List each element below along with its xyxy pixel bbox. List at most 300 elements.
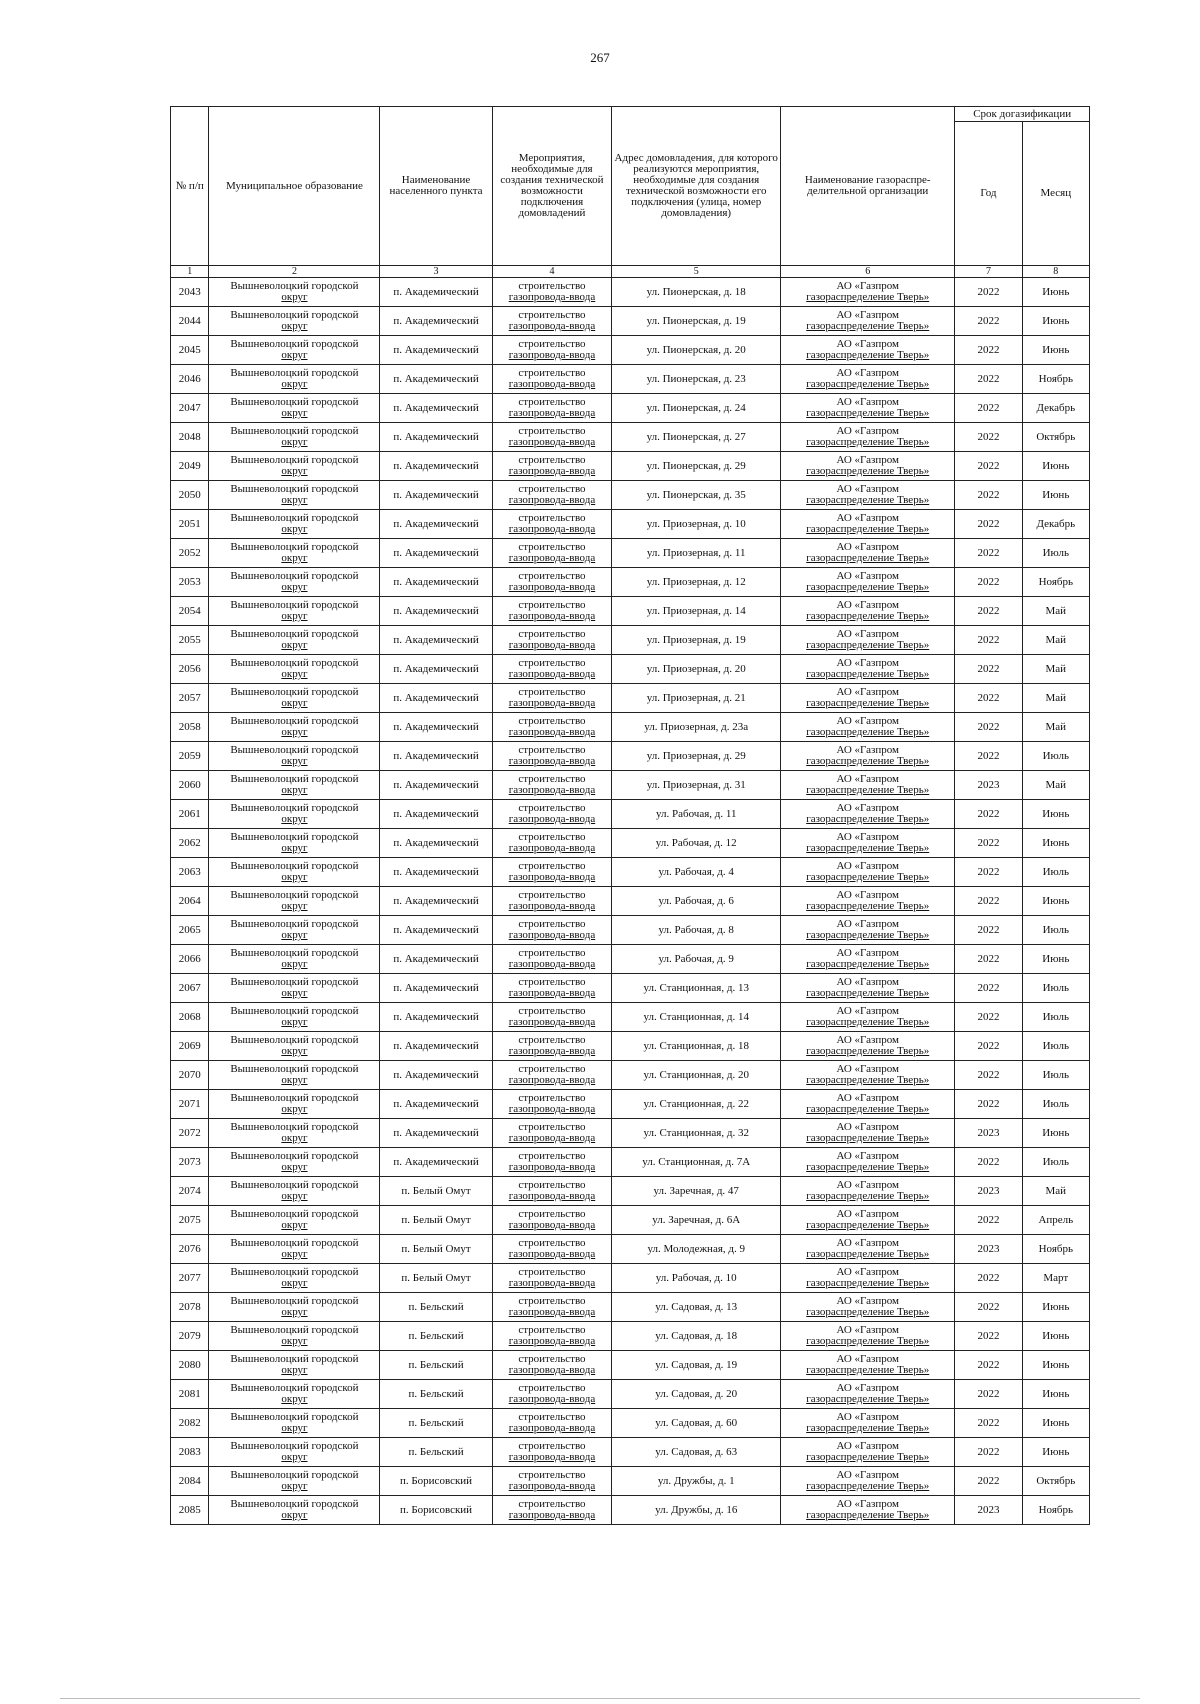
- organization-line: газораспределение Тверь»: [806, 436, 930, 448]
- scan-artifact-bottom: [60, 1698, 1140, 1699]
- row-address: ул. Садовая, д. 63: [612, 1438, 781, 1467]
- row-index: 2050: [171, 481, 209, 510]
- activity-line: строительство: [518, 1237, 586, 1249]
- row-address: ул. Станционная, д. 22: [612, 1090, 781, 1119]
- row-municipality: [209, 1264, 380, 1293]
- row-organization: [781, 887, 955, 916]
- municipality-line: Вышневолоцкий городской: [230, 1498, 359, 1510]
- table-row: [171, 1351, 1090, 1380]
- row-municipality: [209, 1496, 380, 1525]
- municipality-line: округ: [281, 1016, 308, 1028]
- table-row: [171, 568, 1090, 597]
- table-row: [171, 307, 1090, 336]
- municipality-line: Вышневолоцкий городской: [230, 1353, 359, 1365]
- row-activity: [492, 1409, 612, 1438]
- row-address: ул. Рабочая, д. 10: [612, 1264, 781, 1293]
- row-year: 2022: [955, 1351, 1022, 1380]
- row-address: ул. Приозерная, д. 19: [612, 626, 781, 655]
- row-municipality: [209, 1206, 380, 1235]
- row-index: 2059: [171, 742, 209, 771]
- municipality-line: Вышневолоцкий городской: [230, 541, 359, 553]
- municipality-line: Вышневолоцкий городской: [230, 1150, 359, 1162]
- row-index: 2052: [171, 539, 209, 568]
- activity-line: строительство: [518, 686, 586, 698]
- row-month: Ноябрь: [1022, 1235, 1089, 1264]
- municipality-line: Вышневолоцкий городской: [230, 454, 359, 466]
- row-index: 2069: [171, 1032, 209, 1061]
- table-row: [171, 1003, 1090, 1032]
- activity-line: строительство: [518, 396, 586, 408]
- row-month: Июнь: [1022, 481, 1089, 510]
- row-index: 2082: [171, 1409, 209, 1438]
- row-settlement: п. Белый Омут: [380, 1235, 492, 1264]
- municipality-line: Вышневолоцкий городской: [230, 570, 359, 582]
- organization-line: газораспределение Тверь»: [806, 987, 930, 999]
- activity-line: строительство: [518, 1295, 586, 1307]
- row-address: ул. Пионерская, д. 24: [612, 394, 781, 423]
- table-row: [171, 1148, 1090, 1177]
- row-index: 2060: [171, 771, 209, 800]
- row-settlement: п. Академический: [380, 365, 492, 394]
- row-address: ул. Станционная, д. 32: [612, 1119, 781, 1148]
- municipality-line: округ: [281, 871, 308, 883]
- organization-line: газораспределение Тверь»: [806, 1480, 930, 1492]
- table-row: [171, 1409, 1090, 1438]
- row-address: ул. Заречная, д. 6А: [612, 1206, 781, 1235]
- row-municipality: [209, 829, 380, 858]
- row-organization: [781, 655, 955, 684]
- table-row: [171, 858, 1090, 887]
- row-year: 2023: [955, 1235, 1022, 1264]
- row-year: 2022: [955, 568, 1022, 597]
- organization-line: газораспределение Тверь»: [806, 1190, 930, 1202]
- row-settlement: п. Академический: [380, 858, 492, 887]
- row-settlement: п. Академический: [380, 568, 492, 597]
- municipality-line: Вышневолоцкий городской: [230, 918, 359, 930]
- row-year: 2022: [955, 626, 1022, 655]
- row-settlement: п. Бельский: [380, 1438, 492, 1467]
- row-year: 2022: [955, 1438, 1022, 1467]
- activity-line: строительство: [518, 1440, 586, 1452]
- organization-line: АО «Газпром: [836, 1440, 899, 1452]
- table-row: [171, 829, 1090, 858]
- row-address: ул. Рабочая, д. 8: [612, 916, 781, 945]
- row-month: Июль: [1022, 1148, 1089, 1177]
- organization-line: газораспределение Тверь»: [806, 291, 930, 303]
- row-municipality: [209, 539, 380, 568]
- table-body: [171, 278, 1090, 1525]
- organization-line: АО «Газпром: [836, 570, 899, 582]
- row-municipality: [209, 597, 380, 626]
- row-month: Май: [1022, 1177, 1089, 1206]
- row-year: 2022: [955, 1380, 1022, 1409]
- row-organization: [781, 1148, 955, 1177]
- row-organization: [781, 1351, 955, 1380]
- row-settlement: п. Академический: [380, 423, 492, 452]
- activity-line: строительство: [518, 1382, 586, 1394]
- organization-line: АО «Газпром: [836, 1353, 899, 1365]
- municipality-line: округ: [281, 1103, 308, 1115]
- activity-line: строительство: [518, 1063, 586, 1075]
- organization-line: АО «Газпром: [836, 454, 899, 466]
- row-year: 2022: [955, 800, 1022, 829]
- row-month: Июнь: [1022, 307, 1089, 336]
- activity-line: газопровода-ввода: [508, 349, 596, 361]
- table-row: [171, 1061, 1090, 1090]
- table-row: [171, 945, 1090, 974]
- row-index: 2044: [171, 307, 209, 336]
- activity-line: строительство: [518, 1034, 586, 1046]
- activity-line: газопровода-ввода: [508, 1306, 596, 1318]
- municipality-line: Вышневолоцкий городской: [230, 1411, 359, 1423]
- municipality-line: Вышневолоцкий городской: [230, 1092, 359, 1104]
- municipality-line: Вышневолоцкий городской: [230, 280, 359, 292]
- row-index: 2077: [171, 1264, 209, 1293]
- row-address: ул. Приозерная, д. 12: [612, 568, 781, 597]
- organization-line: АО «Газпром: [836, 1208, 899, 1220]
- row-month: Июль: [1022, 742, 1089, 771]
- table-row: [171, 1264, 1090, 1293]
- table-row: [171, 423, 1090, 452]
- row-organization: [781, 771, 955, 800]
- row-year: 2022: [955, 452, 1022, 481]
- row-municipality: [209, 1148, 380, 1177]
- activity-line: строительство: [518, 1411, 586, 1423]
- municipality-line: округ: [281, 1480, 308, 1492]
- row-municipality: [209, 365, 380, 394]
- gasification-table: [170, 106, 1090, 1525]
- row-municipality: [209, 1467, 380, 1496]
- header-deadline-group: Срок догазификации: [955, 107, 1090, 122]
- row-settlement: п. Академический: [380, 278, 492, 307]
- activity-line: строительство: [518, 1121, 586, 1133]
- organization-line: АО «Газпром: [836, 1179, 899, 1191]
- row-organization: [781, 1264, 955, 1293]
- activity-line: газопровода-ввода: [508, 1074, 596, 1086]
- table-row: [171, 1206, 1090, 1235]
- row-activity: [492, 800, 612, 829]
- row-month: Октябрь: [1022, 423, 1089, 452]
- row-activity: [492, 1496, 612, 1525]
- activity-line: строительство: [518, 483, 586, 495]
- row-address: ул. Молодежная, д. 9: [612, 1235, 781, 1264]
- column-number: 6: [781, 266, 955, 278]
- row-municipality: [209, 771, 380, 800]
- row-municipality: [209, 800, 380, 829]
- row-organization: [781, 829, 955, 858]
- table-row: [171, 1177, 1090, 1206]
- row-address: ул. Дружбы, д. 16: [612, 1496, 781, 1525]
- row-activity: [492, 1003, 612, 1032]
- organization-line: газораспределение Тверь»: [806, 610, 930, 622]
- row-municipality: [209, 626, 380, 655]
- municipality-line: округ: [281, 813, 308, 825]
- header-index: № п/п: [171, 107, 209, 266]
- row-month: Июль: [1022, 1090, 1089, 1119]
- organization-line: АО «Газпром: [836, 338, 899, 350]
- table-row: [171, 887, 1090, 916]
- row-settlement: п. Академический: [380, 742, 492, 771]
- municipality-line: округ: [281, 494, 308, 506]
- municipality-line: округ: [281, 1393, 308, 1405]
- organization-line: АО «Газпром: [836, 657, 899, 669]
- row-month: Декабрь: [1022, 394, 1089, 423]
- activity-line: строительство: [518, 976, 586, 988]
- row-municipality: [209, 510, 380, 539]
- municipality-line: округ: [281, 1451, 308, 1463]
- column-number-row: [171, 266, 1090, 278]
- organization-line: АО «Газпром: [836, 280, 899, 292]
- activity-line: газопровода-ввода: [508, 1132, 596, 1144]
- row-activity: [492, 916, 612, 945]
- row-organization: [781, 539, 955, 568]
- row-activity: [492, 1467, 612, 1496]
- row-settlement: п. Академический: [380, 1119, 492, 1148]
- row-month: Июнь: [1022, 829, 1089, 858]
- activity-line: газопровода-ввода: [508, 1509, 596, 1521]
- activity-line: газопровода-ввода: [508, 639, 596, 651]
- row-activity: [492, 481, 612, 510]
- activity-line: газопровода-ввода: [508, 784, 596, 796]
- row-month: Март: [1022, 1264, 1089, 1293]
- row-municipality: [209, 655, 380, 684]
- row-month: Июнь: [1022, 1380, 1089, 1409]
- municipality-line: округ: [281, 523, 308, 535]
- municipality-line: Вышневолоцкий городской: [230, 1237, 359, 1249]
- row-settlement: п. Академический: [380, 829, 492, 858]
- municipality-line: Вышневолоцкий городской: [230, 1063, 359, 1075]
- row-municipality: [209, 713, 380, 742]
- municipality-line: Вышневолоцкий городской: [230, 512, 359, 524]
- organization-line: газораспределение Тверь»: [806, 900, 930, 912]
- row-municipality: [209, 1380, 380, 1409]
- row-month: Июнь: [1022, 1438, 1089, 1467]
- activity-line: газопровода-ввода: [508, 436, 596, 448]
- activity-line: строительство: [518, 512, 586, 524]
- activity-line: газопровода-ввода: [508, 1335, 596, 1347]
- row-municipality: [209, 452, 380, 481]
- row-address: ул. Пионерская, д. 19: [612, 307, 781, 336]
- activity-line: строительство: [518, 454, 586, 466]
- row-address: ул. Приозерная, д. 14: [612, 597, 781, 626]
- row-index: 2070: [171, 1061, 209, 1090]
- organization-line: АО «Газпром: [836, 1150, 899, 1162]
- organization-line: газораспределение Тверь»: [806, 320, 930, 332]
- table-row: [171, 742, 1090, 771]
- row-index: 2079: [171, 1322, 209, 1351]
- row-settlement: п. Академический: [380, 887, 492, 916]
- row-settlement: п. Академический: [380, 394, 492, 423]
- activity-line: газопровода-ввода: [508, 1277, 596, 1289]
- row-index: 2076: [171, 1235, 209, 1264]
- row-year: 2022: [955, 365, 1022, 394]
- row-year: 2022: [955, 307, 1022, 336]
- row-month: Июнь: [1022, 452, 1089, 481]
- row-address: ул. Приозерная, д. 21: [612, 684, 781, 713]
- activity-line: газопровода-ввода: [508, 1103, 596, 1115]
- row-index: 2054: [171, 597, 209, 626]
- row-year: 2022: [955, 742, 1022, 771]
- municipality-line: округ: [281, 987, 308, 999]
- row-index: 2051: [171, 510, 209, 539]
- row-settlement: п. Академический: [380, 336, 492, 365]
- organization-line: газораспределение Тверь»: [806, 639, 930, 651]
- activity-line: строительство: [518, 338, 586, 350]
- table-header: [171, 107, 1090, 278]
- municipality-line: округ: [281, 1132, 308, 1144]
- municipality-line: округ: [281, 1277, 308, 1289]
- activity-line: строительство: [518, 918, 586, 930]
- organization-line: газораспределение Тверь»: [806, 1103, 930, 1115]
- organization-line: АО «Газпром: [836, 425, 899, 437]
- row-municipality: [209, 1293, 380, 1322]
- municipality-line: Вышневолоцкий городской: [230, 599, 359, 611]
- activity-line: газопровода-ввода: [508, 465, 596, 477]
- row-activity: [492, 1206, 612, 1235]
- row-settlement: п. Академический: [380, 800, 492, 829]
- organization-line: АО «Газпром: [836, 396, 899, 408]
- row-index: 2084: [171, 1467, 209, 1496]
- row-settlement: п. Борисовский: [380, 1496, 492, 1525]
- column-number: 5: [612, 266, 781, 278]
- row-month: Октябрь: [1022, 1467, 1089, 1496]
- municipality-line: округ: [281, 1190, 308, 1202]
- municipality-line: округ: [281, 581, 308, 593]
- activity-line: строительство: [518, 860, 586, 872]
- row-organization: [781, 742, 955, 771]
- table-row: [171, 713, 1090, 742]
- table-row: [171, 597, 1090, 626]
- row-activity: [492, 307, 612, 336]
- row-settlement: п. Бельский: [380, 1351, 492, 1380]
- row-settlement: п. Белый Омут: [380, 1177, 492, 1206]
- row-municipality: [209, 1235, 380, 1264]
- organization-line: АО «Газпром: [836, 1237, 899, 1249]
- row-month: Май: [1022, 713, 1089, 742]
- row-month: Июнь: [1022, 278, 1089, 307]
- row-activity: [492, 1119, 612, 1148]
- page-number: 267: [590, 50, 610, 65]
- organization-line: газораспределение Тверь»: [806, 755, 930, 767]
- table-row: [171, 394, 1090, 423]
- activity-line: строительство: [518, 1005, 586, 1017]
- row-year: 2022: [955, 539, 1022, 568]
- row-year: 2022: [955, 945, 1022, 974]
- row-year: 2023: [955, 1177, 1022, 1206]
- row-index: 2071: [171, 1090, 209, 1119]
- row-month: Июнь: [1022, 1293, 1089, 1322]
- activity-line: газопровода-ввода: [508, 1161, 596, 1173]
- row-year: 2022: [955, 887, 1022, 916]
- row-address: ул. Садовая, д. 60: [612, 1409, 781, 1438]
- organization-line: газораспределение Тверь»: [806, 726, 930, 738]
- row-month: Май: [1022, 771, 1089, 800]
- activity-line: газопровода-ввода: [508, 813, 596, 825]
- column-number: 7: [955, 266, 1022, 278]
- row-month: Июнь: [1022, 1409, 1089, 1438]
- row-address: ул. Станционная, д. 14: [612, 1003, 781, 1032]
- municipality-line: Вышневолоцкий городской: [230, 715, 359, 727]
- row-settlement: п. Академический: [380, 1148, 492, 1177]
- row-settlement: п. Бельский: [380, 1322, 492, 1351]
- row-settlement: п. Академический: [380, 916, 492, 945]
- organization-line: АО «Газпром: [836, 860, 899, 872]
- column-number: 4: [492, 266, 612, 278]
- organization-line: АО «Газпром: [836, 1092, 899, 1104]
- row-activity: [492, 394, 612, 423]
- municipality-line: округ: [281, 1074, 308, 1086]
- activity-line: газопровода-ввода: [508, 320, 596, 332]
- organization-line: газораспределение Тверь»: [806, 871, 930, 883]
- table-row: [171, 916, 1090, 945]
- row-activity: [492, 742, 612, 771]
- municipality-line: округ: [281, 639, 308, 651]
- row-address: ул. Приозерная, д. 20: [612, 655, 781, 684]
- table-row: [171, 1322, 1090, 1351]
- row-organization: [781, 510, 955, 539]
- row-organization: [781, 974, 955, 1003]
- organization-line: газораспределение Тверь»: [806, 1132, 930, 1144]
- organization-line: газораспределение Тверь»: [806, 842, 930, 854]
- row-year: 2022: [955, 336, 1022, 365]
- row-organization: [781, 1293, 955, 1322]
- activity-line: строительство: [518, 1498, 586, 1510]
- municipality-line: Вышневолоцкий городской: [230, 947, 359, 959]
- header-year: Год: [955, 122, 1022, 266]
- row-organization: [781, 568, 955, 597]
- activity-line: строительство: [518, 1353, 586, 1365]
- activity-line: газопровода-ввода: [508, 842, 596, 854]
- row-settlement: п. Академический: [380, 452, 492, 481]
- municipality-line: округ: [281, 349, 308, 361]
- organization-line: АО «Газпром: [836, 541, 899, 553]
- activity-line: строительство: [518, 1092, 586, 1104]
- activity-line: газопровода-ввода: [508, 726, 596, 738]
- organization-line: АО «Газпром: [836, 367, 899, 379]
- row-municipality: [209, 1177, 380, 1206]
- row-settlement: п. Академический: [380, 945, 492, 974]
- organization-line: АО «Газпром: [836, 1295, 899, 1307]
- row-month: Ноябрь: [1022, 365, 1089, 394]
- municipality-line: округ: [281, 842, 308, 854]
- activity-line: газопровода-ввода: [508, 871, 596, 883]
- row-settlement: п. Бельский: [380, 1380, 492, 1409]
- row-activity: [492, 974, 612, 1003]
- row-organization: [781, 1438, 955, 1467]
- row-activity: [492, 1322, 612, 1351]
- table-row: [171, 452, 1090, 481]
- activity-line: строительство: [518, 1324, 586, 1336]
- row-year: 2022: [955, 1090, 1022, 1119]
- row-municipality: [209, 568, 380, 597]
- row-organization: [781, 713, 955, 742]
- municipality-line: округ: [281, 552, 308, 564]
- row-month: Июль: [1022, 858, 1089, 887]
- municipality-line: округ: [281, 900, 308, 912]
- row-month: Май: [1022, 626, 1089, 655]
- row-address: ул. Пионерская, д. 20: [612, 336, 781, 365]
- row-settlement: п. Бельский: [380, 1293, 492, 1322]
- row-municipality: [209, 1061, 380, 1090]
- row-year: 2022: [955, 481, 1022, 510]
- row-address: ул. Станционная, д. 13: [612, 974, 781, 1003]
- activity-line: строительство: [518, 715, 586, 727]
- row-settlement: п. Академический: [380, 539, 492, 568]
- row-address: ул. Станционная, д. 18: [612, 1032, 781, 1061]
- activity-line: газопровода-ввода: [508, 929, 596, 941]
- municipality-line: округ: [281, 1161, 308, 1173]
- row-organization: [781, 394, 955, 423]
